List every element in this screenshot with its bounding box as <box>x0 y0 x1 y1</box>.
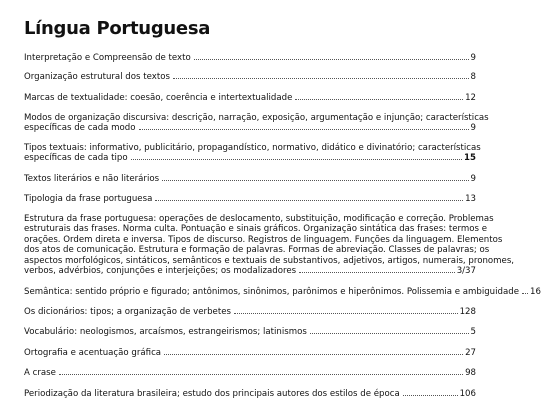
toc-entry-title: Textos literários e não literários <box>24 174 160 184</box>
toc-entry-page: 16 <box>529 287 541 297</box>
toc-entry-title-line: estruturais das frases. Norma culta. Pontuação e sinais gráficos. Organização sintática das frases: termos e <box>24 224 487 235</box>
toc-entry-title: Ortografia e acentuação gráfica <box>24 348 162 358</box>
toc-entry-title: Organização estrutural dos textos <box>24 72 170 82</box>
toc-entry-title-line: dos atos de comunicação. Estrutura e formação de palavras. Formas de abreviação. Classes de palavras; os <box>24 245 490 256</box>
toc-entry-title-line: Tipos textuais: informativo, publicitário, propagandístico, normativo, didático e divinatório; características <box>24 143 481 153</box>
toc-entry-page: 13 <box>465 194 476 204</box>
dot-leader <box>173 78 469 79</box>
toc-entry-title: Vocabulário: neologismos, arcaísmos, estrangeirismos; latinismos <box>24 327 307 337</box>
dot-leader <box>139 129 469 130</box>
dot-leader <box>155 200 463 201</box>
dot-leader <box>162 180 468 181</box>
toc-entry[interactable] <box>24 143 481 164</box>
toc-entry-title: Semântica: sentido próprio e figurado; antônimos, sinônimos, parônimos e hiperônimos. Polissemia e ambiguidade <box>24 287 519 297</box>
toc-entry[interactable] <box>24 53 476 63</box>
toc-entry-page: 27 <box>465 348 476 358</box>
toc-entry-title: Interpretação e Compreensão de texto <box>24 53 191 63</box>
toc-entry-title: A crase <box>24 368 56 378</box>
toc-entry-title-line: Estrutura da frase portuguesa: operações de deslocamento, substituição, modificação e correção. Problemas <box>24 214 494 224</box>
dot-leader <box>299 272 455 273</box>
toc-entry[interactable] <box>24 307 476 317</box>
toc-entry[interactable] <box>24 113 489 134</box>
dot-leader <box>522 293 528 294</box>
toc-entry[interactable] <box>24 368 476 378</box>
toc-entry-page: 8 <box>470 72 476 82</box>
toc-entry-page: 5 <box>470 327 476 337</box>
toc-entry-page: 12 <box>465 93 476 103</box>
dot-leader <box>403 395 458 396</box>
dot-leader <box>59 374 463 375</box>
toc-entry[interactable] <box>24 72 476 82</box>
dot-leader <box>234 313 458 314</box>
toc-entry[interactable] <box>24 389 476 399</box>
toc-entry-title-line: específicas de cada tipo <box>24 153 128 164</box>
toc-entry[interactable] <box>24 93 476 103</box>
toc-entry-page: 128 <box>459 307 476 317</box>
toc-entry[interactable] <box>24 348 476 358</box>
toc-entry-title-line: aspectos morfológicos, sintáticos, semânticos e textuais de substantivos, adjetivos, artigos, numerais, pronomes, <box>24 255 515 266</box>
toc-entry-title: Marcas de textualidade: coesão, coerência e intertextualidade <box>24 93 293 103</box>
dot-leader <box>131 159 462 160</box>
toc-entry-page: 15 <box>464 153 476 164</box>
toc-entry-title-line: Modos de organização discursiva: descrição, narração, exposição, argumentação e injunção; características <box>24 113 489 123</box>
toc-entry-page: 106 <box>459 389 476 399</box>
dot-leader <box>310 333 469 334</box>
toc-entry-page: 98 <box>465 368 476 378</box>
dot-leader <box>164 354 463 355</box>
toc-entry-page: 9 <box>470 174 476 184</box>
toc-entry-title: Os dicionários: tipos; a organização de verbetes <box>24 307 231 317</box>
toc-entry-page: 9 <box>470 123 476 134</box>
toc-entry[interactable] <box>24 214 515 277</box>
toc-entry-page: 3/37 <box>456 266 476 277</box>
toc-entry-title-line: orações. Ordem direta e inversa. Tipos de discurso. Registros de linguagem. Funções da linguagem. Elementos <box>24 234 503 245</box>
dot-leader <box>194 59 469 60</box>
toc-entry[interactable] <box>24 327 476 337</box>
toc-entry[interactable] <box>24 174 476 184</box>
toc-entry[interactable] <box>24 194 476 204</box>
toc-entry-title: Tipologia da frase portuguesa <box>24 194 153 204</box>
toc-entry-title-line: específicas de cada modo <box>24 123 136 134</box>
page-title: Língua Portuguesa <box>24 18 211 39</box>
dot-leader <box>295 99 463 100</box>
toc-entry-page: 9 <box>470 53 476 63</box>
toc-entry[interactable] <box>24 287 541 297</box>
toc-entry-title: Periodização da literatura brasileira; estudo dos principais autores dos estilos de época <box>24 389 400 399</box>
toc-entry-title-line: verbos, advérbios, conjunções e interjeições; os modalizadores <box>24 266 297 277</box>
